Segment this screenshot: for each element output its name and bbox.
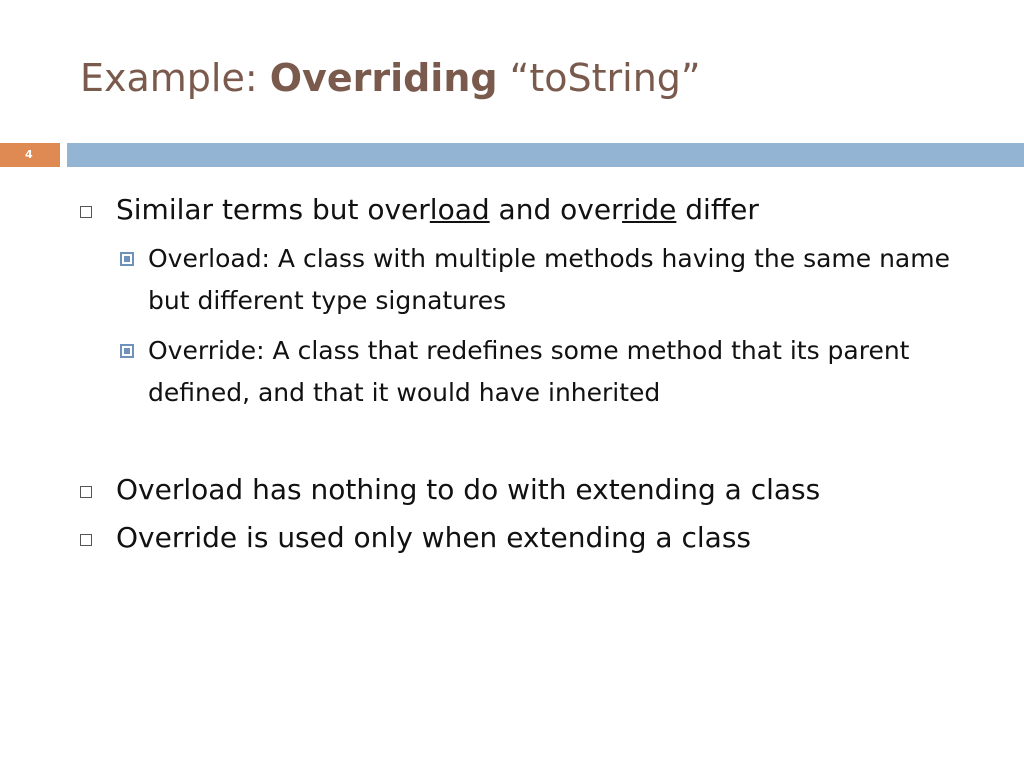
bullet-text-part: and over bbox=[489, 193, 623, 226]
sub-bullet-overload bbox=[120, 238, 960, 322]
bullet-text: Override is used only when extending a class bbox=[116, 521, 751, 554]
square-bullet-icon bbox=[80, 486, 92, 498]
square-bullet-icon bbox=[80, 534, 92, 546]
slide-number-text: 4 bbox=[25, 148, 33, 161]
square-bullet-icon bbox=[80, 206, 92, 218]
bullet-overload bbox=[80, 470, 960, 510]
title-suffix: “toString” bbox=[497, 56, 701, 100]
underlined-load: load bbox=[429, 193, 490, 226]
sub-bullet-text: Overload: A class with multiple methods having the same name but different type signatures bbox=[148, 244, 950, 315]
title-prefix: Example: bbox=[80, 56, 270, 100]
sub-bullet-override bbox=[120, 330, 960, 414]
filled-square-bullet-icon bbox=[120, 252, 134, 266]
slide-number bbox=[0, 143, 60, 167]
slide-content bbox=[80, 190, 960, 566]
bullet-text: Overload has nothing to do with extending a class bbox=[116, 473, 821, 506]
filled-square-bullet-icon bbox=[120, 344, 134, 358]
underlined-ride: ride bbox=[622, 193, 677, 226]
bullet-text-part: Similar terms but over bbox=[116, 193, 430, 226]
header-bar bbox=[67, 143, 1024, 167]
bullet-text bbox=[116, 190, 759, 230]
slide-title bbox=[80, 58, 701, 100]
bullet-text-part: differ bbox=[676, 193, 759, 226]
spacer bbox=[80, 422, 960, 470]
title-bold-word: Overriding bbox=[269, 56, 498, 100]
bullet-similar-terms bbox=[80, 190, 960, 230]
bullet-override bbox=[80, 518, 960, 558]
sub-bullet-text: Override: A class that redefines some method that its parent defined, and that it would have inherited bbox=[148, 336, 910, 407]
